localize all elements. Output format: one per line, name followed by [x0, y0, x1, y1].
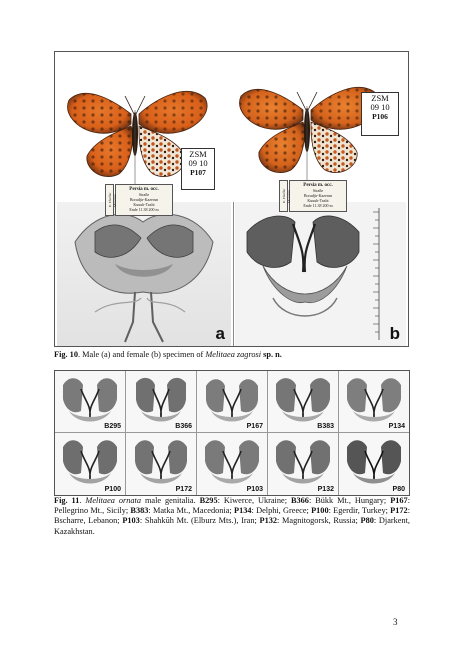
- caption-entry-code: P80: [360, 516, 374, 526]
- caption-entry-place: : Egerdir, Turkey;: [328, 506, 391, 516]
- genitalia-cell: [197, 371, 268, 433]
- genitalia-cell: [268, 371, 339, 433]
- locality-label-a-line5: Ende 11.38 200 m: [129, 207, 159, 212]
- figure-10-caption-text: . Male (a) and female (b) specimen of: [77, 350, 206, 359]
- collector-label-a: [105, 184, 117, 216]
- locality-label-b: [289, 180, 347, 212]
- figure-10: [54, 51, 409, 347]
- genitalia-cell: [126, 371, 197, 433]
- genitalia-cell-label: P80: [392, 486, 405, 493]
- genitalia-cell-label: P132: [317, 486, 334, 493]
- genitalia-cell-label: P100: [104, 486, 121, 493]
- caption-entry-code: P167: [390, 496, 408, 505]
- figure-11: [54, 370, 410, 496]
- locality-label-a: [115, 184, 173, 216]
- locality-label-a-line4: Kuuuh-Taxht: [133, 202, 155, 207]
- genitalia-cell-label: P103: [246, 486, 263, 493]
- page-number: 3: [393, 617, 398, 627]
- caption-entry-code: P132: [259, 516, 278, 526]
- zsm-label-b: [361, 92, 399, 136]
- figure-10-caption-label: Fig. 10: [54, 350, 78, 359]
- caption-entry-place: : Kiwerce, Ukraine;: [217, 496, 291, 505]
- genitalia-cell: [126, 433, 197, 495]
- figure-11-caption: [54, 496, 410, 537]
- genitalia-cell-label: B366: [175, 423, 192, 430]
- caption-entry-place: : Delphi, Greece;: [251, 506, 312, 516]
- caption-entry-place: : Djarkent, Kazakhstan.: [54, 516, 411, 536]
- genitalia-cell-label: B295: [104, 423, 121, 430]
- caption-entry-place: : Pellegrino Mt., Sicily;: [54, 496, 411, 516]
- genitalia-cell: [268, 433, 339, 495]
- figure-10-panel-a: [55, 52, 234, 346]
- figure-11-caption-label: Fig. 11: [54, 496, 80, 505]
- genitalia-cell: [197, 433, 268, 495]
- caption-entry-place: : Bscharre, Lebanon;: [54, 506, 410, 526]
- zsm-label-a-line1: ZSM: [189, 149, 207, 159]
- panel-a-letter: a: [215, 324, 225, 343]
- collector-label-b-text: E. Pfeiffer Munchen: [282, 188, 291, 204]
- zsm-label-a-id: P107: [190, 168, 206, 177]
- locality-label-a-line2: Straße: [138, 192, 150, 197]
- locality-label-b-line3: Borudjir-Kazerun: [303, 193, 333, 198]
- genitalia-cell: [339, 433, 409, 495]
- figure-11-caption-dot: .: [79, 496, 86, 505]
- caption-entry-code: P172: [390, 506, 408, 516]
- figure-10-panel-b: [233, 52, 408, 346]
- caption-entry-place: : Magnitogorsk, Russia;: [277, 516, 361, 526]
- genitalia-cell-label: P134: [388, 423, 405, 430]
- locality-label-b-line2: Straße: [312, 188, 324, 193]
- caption-entry-place: : Matka Mt., Macedonia;: [148, 506, 234, 516]
- genitalia-cell: [55, 433, 126, 495]
- figure-11-caption-intro: male genitalia.: [141, 496, 200, 505]
- caption-entry-code: B383: [130, 506, 149, 516]
- genitalia-cell-label: P167: [246, 423, 263, 430]
- caption-entry-code: B295: [199, 496, 218, 505]
- locality-label-a-line3: Borudjir-Kazerun: [129, 197, 159, 202]
- collector-label-a-text: E. Pfeiffer Munchen: [108, 192, 117, 208]
- caption-entry-code: P134: [234, 506, 252, 516]
- locality-label-b-line1: Persia m. occ.: [303, 183, 333, 188]
- locality-label-a-line1: Persia m. occ.: [129, 187, 159, 192]
- collector-label-b: [279, 180, 291, 212]
- caption-entry-code: B366: [290, 496, 309, 505]
- caption-entry-code: P103: [122, 516, 140, 526]
- zsm-label-a: [181, 148, 215, 190]
- zsm-label-a-line2: 09 10: [188, 158, 208, 168]
- locality-label-b-line4: Kuuuh-Taxht: [307, 198, 329, 203]
- genitalia-cell: [55, 371, 126, 433]
- locality-label-b-line5: Ende 11.38 200 m: [303, 203, 333, 208]
- zsm-label-b-id: P106: [372, 112, 388, 121]
- caption-entry-place: : Shahkūh Mt. (Elburz Mts.), Iran;: [139, 516, 260, 526]
- panel-b-letter: b: [389, 324, 400, 343]
- figure-10-caption: [54, 350, 410, 360]
- caption-entry-place: : Bükk Mt., Hungary;: [308, 496, 391, 505]
- genitalia-cell-label: B383: [317, 423, 334, 430]
- zsm-label-b-line2: 09 10: [370, 102, 390, 112]
- figure-10-caption-status: sp. n.: [261, 350, 282, 359]
- genitalia-cell: [339, 371, 409, 433]
- caption-entry-code: P100: [311, 506, 329, 516]
- figure-11-caption-species: Melitaea ornata: [85, 496, 141, 505]
- figure-10-caption-species: Melitaea zagrosi: [205, 350, 262, 359]
- genitalia-cell-label: P172: [175, 486, 192, 493]
- zsm-label-b-line1: ZSM: [371, 93, 389, 103]
